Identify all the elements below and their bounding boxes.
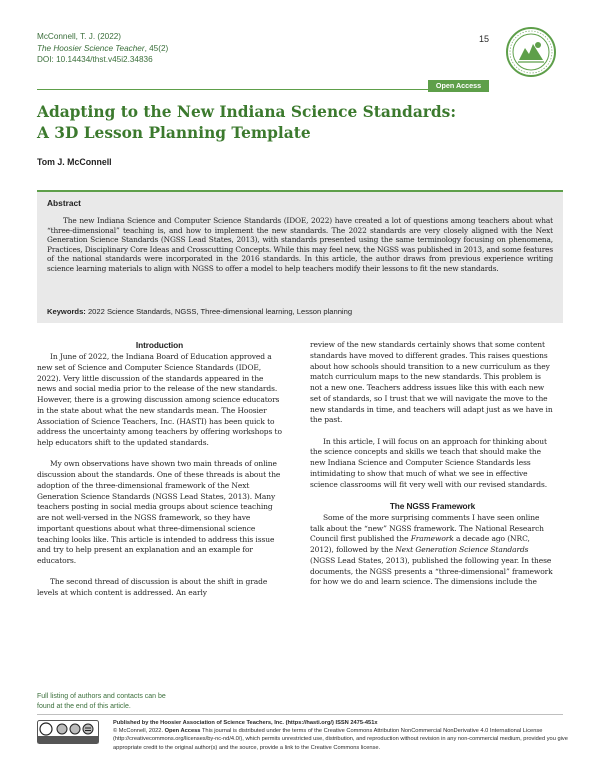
body-column-left: [37, 340, 282, 599]
page-number: 15: [479, 34, 490, 44]
paragraph: review of the new standards certainly shows that some content standards have moved to different grades. This raises questions about how schools should transition to a new curriculum as they match curriculum maps to the new standards. This problem is not a new one. Teachers address issues like this with each new set of standards, so I trust that we will navigate the move to the new standards in time, and teachers will adapt just as we have in the past.: [310, 340, 553, 425]
license-copyright: © McConnell, 2022.: [113, 728, 165, 735]
header-rule: [37, 89, 489, 90]
header-citation: [37, 31, 168, 66]
footer-license-text: [113, 727, 568, 752]
footer-publisher: Published by the Hoosier Association of Science Teachers, Inc. (https://hasti.org/) ISSN 2475-451x: [113, 720, 378, 726]
citation-journal: [37, 43, 168, 55]
journal-volume: , 45(2): [144, 43, 169, 53]
keywords-label: Keywords:: [47, 307, 86, 316]
paragraph-text: Some of the more surprising comments I have seen online talk about the “new” NGSS framework. The National Research Council first published the: [310, 512, 544, 544]
framework-title: Framework: [410, 534, 454, 544]
authors-note-line-2: found at the end of this article.: [37, 702, 131, 710]
abstract-text: The new Indiana Science and Computer Science Standards (IDOE, 2022) have created a lot of questions among teachers about what “three-dimensional” teaching is, and how to implement the new standards. The 2022 standards are very closely aligned with the Next Generation Science Standards (NGSS Lead States, 2013), with standards presented using the same terminology focusing on phenomena, Practices, Disciplinary Core Ideas and Crosscutting Concepts. While this may feel new, the NGSS was published in 2013, and some features of the national standards were incorporated in the 2016 standards. In this article, the author draws from previous experience writing science learning materials to align with NGSS to offer a model to help teachers modify their lessons to fit the new standards.: [47, 216, 553, 273]
license-open-access: Open Access: [164, 728, 201, 735]
title-line-1: Adapting to the New Indiana Science Standards:: [37, 103, 457, 121]
citation-doi[interactable]: DOI: 10.14434/thst.v45i2.34836: [37, 55, 153, 64]
paragraph: In June of 2022, the Indiana Board of Education approved a new set of Science and Computer Science Standards (IDOE, 2022). Very little discussion of the standards appeared in the news and social media prior to the release of the new standards. However, there is a growing discussion among science educators in the state about what the new standards mean. The Hoosier Association of Science Teachers, Inc. (HASTI) has been quick to address the uncertainty among teachers by offering workshops to help educators shift to the updated standards.: [37, 352, 282, 447]
authors-listing-note: [37, 692, 237, 711]
paragraph-text: (NGSS Lead States, 2013), published the following year. In these documents, the NGSS presents a “three-dimensional” framework for how we do and learn science. The dimensions include the: [310, 555, 553, 587]
paragraph: [310, 513, 555, 588]
hasti-seal-icon: [505, 26, 557, 78]
article-title: [37, 102, 477, 144]
abstract-heading: Abstract: [47, 198, 81, 208]
license-terms: This journal is distributed under the terms of the Creative Commons Attribution NonCommercial NonDerivative 4.0 International License (http://creativecommons.org/licenses/by-nc-nd/4.0/), which permits unrestricted use, distribution, and reproduction without revision in any non-commercial medium, provided you give appropriate credit to the original author(s) and the source, provide a link to the Creative Commons license.: [113, 728, 568, 751]
keywords: [47, 307, 352, 316]
ngss-framework-heading: The NGSS Framework: [389, 500, 476, 511]
ngss-title: Next Generation Science Standards: [395, 545, 529, 554]
paragraph: The second thread of discussion is about the shift in grade levels at which content is addressed. An early: [37, 577, 268, 597]
authors-note-line-1: Full listing of authors and contacts can be: [37, 693, 166, 700]
title-line-2: A 3D Lesson Planning Template: [37, 124, 311, 142]
citation-author-year: McConnell, T. J. (2022): [37, 32, 122, 41]
paragraph: In this article, I will focus on an approach for thinking about the science concepts and skills we teach that should make the new Indiana Science and Computer Science Standards less intimidating to show that much of what we see in effective science classrooms will fit very well with our revised standards.: [310, 436, 548, 489]
footer-license: [113, 719, 568, 752]
paragraph: My own observations have shown two main threads of online discussion about the standards. One of these threads is about the adoption of the three-dimensional framework of the Next Generation Science Standards (NGSS Lead States, 2013). Many teachers posting in social media groups about science teaching are not well-versed in the NGSS framework, so they have important questions about what three-dimensional science teaching looks like. This article is intended to address this issue and try to help present an explanation and an example for educators.: [37, 459, 281, 565]
body-column-right: [310, 340, 555, 588]
footer-rule: [37, 714, 563, 715]
open-access-badge: Open Access: [428, 80, 489, 92]
article-author: Tom J. McConnell: [37, 157, 112, 167]
introduction-heading: Introduction: [135, 340, 184, 350]
keywords-list: 2022 Science Standards, NGSS, Three-dimensional learning, Lesson planning: [87, 307, 353, 316]
abstract-box: [37, 190, 563, 323]
cc-by-nc-nd-logo-icon: [37, 720, 99, 744]
journal-name: The Hoosier Science Teacher: [37, 43, 145, 53]
paragraph-text: a decade ago (NRC, 2012), followed by the: [310, 534, 530, 554]
